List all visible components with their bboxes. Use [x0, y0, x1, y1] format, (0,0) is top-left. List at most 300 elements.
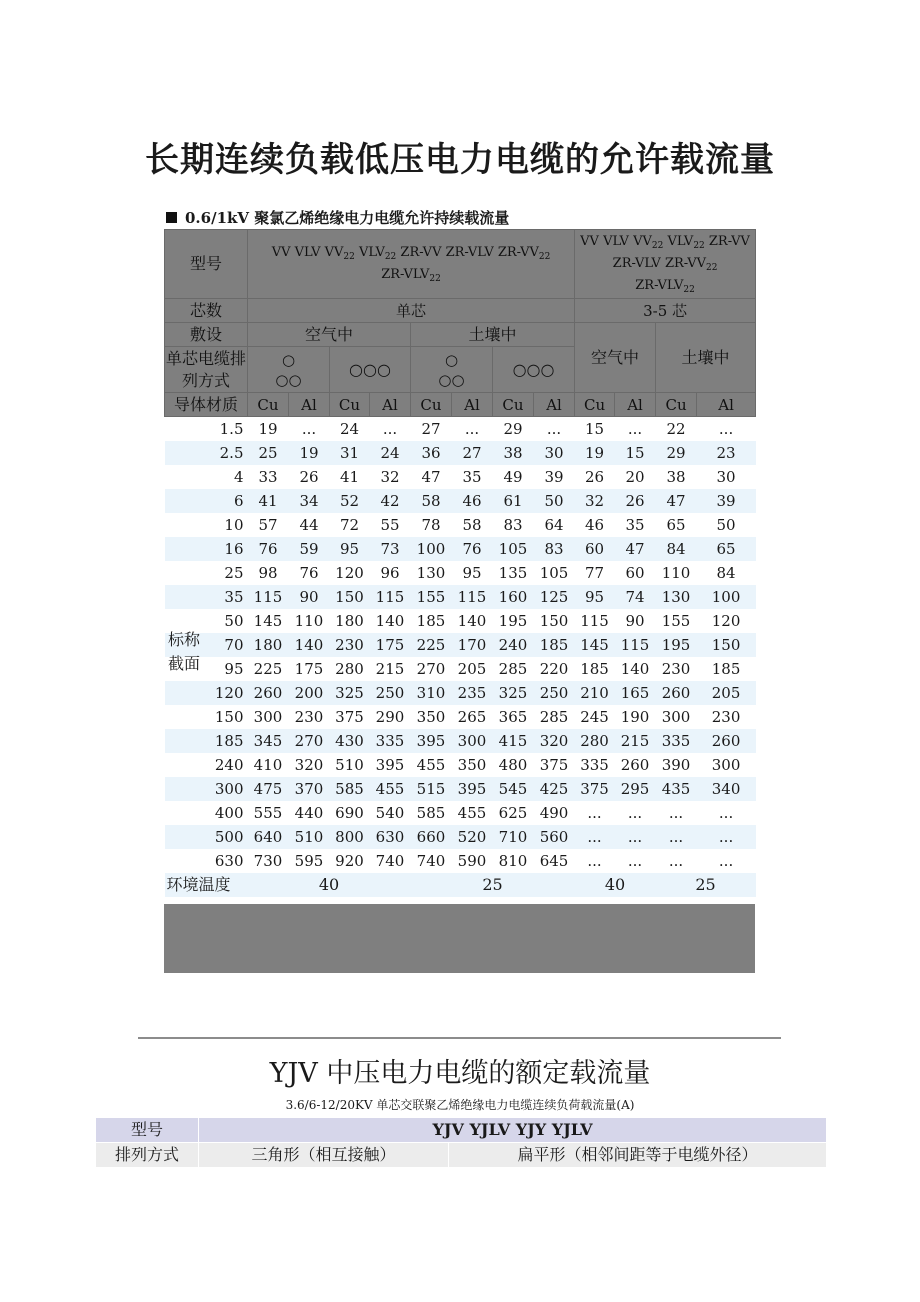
ampacity-cell: 110 [289, 609, 330, 633]
ampacity-cell: 49 [493, 465, 534, 489]
ampacity-cell: 47 [615, 537, 656, 561]
ampacity-cell: 145 [248, 609, 289, 633]
ampacity-cell: 95 [452, 561, 493, 585]
ampacity-cell: 560 [534, 825, 575, 849]
ampacity-cell: 175 [370, 633, 411, 657]
ampacity-cell: 27 [452, 441, 493, 465]
ampacity-cell: 46 [452, 489, 493, 513]
ampacity-cell: ... [697, 849, 756, 873]
cross-section-cell: 150 [165, 705, 248, 729]
ampacity-cell: 30 [697, 465, 756, 489]
cross-section-cell: 630 [165, 849, 248, 873]
ampacity-cell: 23 [697, 441, 756, 465]
ampacity-cell: 57 [248, 513, 289, 537]
cross-section-cell: 300 [165, 777, 248, 801]
ampacity-cell: 920 [330, 849, 370, 873]
ampacity-cell: 90 [289, 585, 330, 609]
ampacity-cell: 310 [411, 681, 452, 705]
ampacity-cell: 585 [411, 801, 452, 825]
ampacity-cell: ... [370, 417, 411, 442]
model-text: VV VLV VV [271, 245, 344, 260]
table-row [165, 753, 756, 777]
ampacity-cell: 270 [411, 657, 452, 681]
ampacity-cell: 83 [534, 537, 575, 561]
table-row [165, 441, 756, 465]
ampacity-cell: 625 [493, 801, 534, 825]
ampacity-cell: 270 [289, 729, 330, 753]
sub-text: 22 [683, 285, 695, 295]
cross-section-cell: 1.5 [165, 417, 248, 442]
multi-air: 空气中 [575, 323, 656, 393]
ampacity-cell: 690 [330, 801, 370, 825]
ampacity-cell: 295 [615, 777, 656, 801]
material-cell: Al [452, 393, 493, 417]
ampacity-cell: ... [452, 417, 493, 442]
ampacity-cell: ... [697, 825, 756, 849]
ampacity-cell: 76 [248, 537, 289, 561]
ampacity-cell: 44 [289, 513, 330, 537]
ampacity-cell: 430 [330, 729, 370, 753]
ampacity-cell: 140 [370, 609, 411, 633]
material-cell: Al [370, 393, 411, 417]
ampacity-cell: 60 [575, 537, 615, 561]
env-temp-value: 25 [411, 873, 575, 897]
ampacity-cell: 325 [493, 681, 534, 705]
env-temp-value: 25 [656, 873, 756, 897]
ampacity-cell: ... [289, 417, 330, 442]
ampacity-cell: 540 [370, 801, 411, 825]
ampacity-cell: 83 [493, 513, 534, 537]
model-text: ZR-VLV [635, 278, 684, 293]
ampacity-cell: 135 [493, 561, 534, 585]
ampacity-cell: 260 [615, 753, 656, 777]
ampacity-cell: 230 [697, 705, 756, 729]
ampacity-cell: 375 [330, 705, 370, 729]
ampacity-cell: 58 [411, 489, 452, 513]
ampacity-cell: 25 [248, 441, 289, 465]
ampacity-cell: 74 [615, 585, 656, 609]
cross-section-cell: 2.5 [165, 441, 248, 465]
cross-section-cell: 35 [165, 585, 248, 609]
cross-section-cell: 500 [165, 825, 248, 849]
ampacity-cell: 100 [411, 537, 452, 561]
ampacity-cell: 150 [534, 609, 575, 633]
table-row [165, 489, 756, 513]
table-row [165, 801, 756, 825]
ampacity-cell: ... [575, 825, 615, 849]
table1-heading-text: 0.6/1kV 聚氯乙烯绝缘电力电缆允许持续载流量 [185, 209, 510, 227]
material-header: 导体材质 [165, 393, 248, 417]
ampacity-cell: 100 [697, 585, 756, 609]
ampacity-cell: 175 [289, 657, 330, 681]
ampacity-cell: 41 [248, 489, 289, 513]
ampacity-cell: 365 [493, 705, 534, 729]
model-text: ZR-VV [704, 234, 750, 249]
ampacity-cell: 32 [575, 489, 615, 513]
ampacity-cell: 78 [411, 513, 452, 537]
ampacity-cell: 76 [289, 561, 330, 585]
ampacity-cell: 59 [289, 537, 330, 561]
env-temp-value: 40 [248, 873, 411, 897]
section-label: 标称截面 [168, 630, 201, 673]
table-row [165, 609, 756, 633]
ampacity-cell: 38 [656, 465, 697, 489]
ampacity-cell: 105 [534, 561, 575, 585]
ampacity-cell: 125 [534, 585, 575, 609]
ampacity-cell: 26 [615, 489, 656, 513]
page-title: 长期连续负载低压电力电缆的允许载流量 [145, 140, 775, 180]
model-header: 型号 [165, 230, 248, 299]
ampacity-cell: 110 [656, 561, 697, 585]
env-temp-value: 40 [575, 873, 656, 897]
material-cell: Al [289, 393, 330, 417]
ampacity-cell: 190 [615, 705, 656, 729]
sub-text: 22 [705, 263, 718, 273]
ampacity-cell: 95 [330, 537, 370, 561]
material-cell: Cu [411, 393, 452, 417]
ampacity-cell: 285 [534, 705, 575, 729]
ampacity-cell: 710 [493, 825, 534, 849]
sub-text: 22 [651, 241, 664, 251]
ampacity-cell: 205 [697, 681, 756, 705]
ampacity-cell: ... [615, 801, 656, 825]
ampacity-cell: 24 [370, 441, 411, 465]
ampacity-cell: 39 [697, 489, 756, 513]
ampacity-cell: 195 [656, 633, 697, 657]
ampacity-cell: 32 [370, 465, 411, 489]
ampacity-cell: 300 [697, 753, 756, 777]
ampacity-cell: 280 [330, 657, 370, 681]
section-divider [138, 1037, 781, 1039]
ampacity-cell: 84 [656, 537, 697, 561]
ampacity-cell: 26 [575, 465, 615, 489]
ampacity-cell: 335 [656, 729, 697, 753]
ampacity-cell: 30 [534, 441, 575, 465]
cores-single: 单芯 [248, 299, 575, 323]
env-temp-row [165, 873, 756, 897]
ampacity-cell: 225 [248, 657, 289, 681]
ampacity-cell: ... [656, 801, 697, 825]
ampacity-cell: 50 [534, 489, 575, 513]
ampacity-cell: 29 [656, 441, 697, 465]
cross-section-cell: 95 [165, 657, 248, 681]
ampacity-cell: 290 [370, 705, 411, 729]
sub-text: 22 [384, 252, 397, 262]
ampacity-cell: 350 [452, 753, 493, 777]
table-row [165, 657, 756, 681]
table-footer-block [164, 904, 755, 973]
triangle-bottom-text: ○○ [438, 370, 465, 389]
pvc-cable-ampacity-table [164, 229, 756, 897]
material-cell: Al [534, 393, 575, 417]
yjv-model-value: YJV YJLV YJY YJLV [199, 1118, 827, 1143]
model-text: VLV [354, 245, 385, 260]
yjv-arrangement-triangle: 三角形（相互接触） [199, 1143, 449, 1168]
sub-text: 22 [343, 252, 355, 262]
ampacity-cell: 220 [534, 657, 575, 681]
ampacity-cell: 115 [452, 585, 493, 609]
multi-soil: 土壤中 [656, 323, 756, 393]
ampacity-cell: ... [615, 849, 656, 873]
ampacity-cell: 33 [248, 465, 289, 489]
laying-header: 敷设 [165, 323, 248, 347]
triangle-top-text: ○ [281, 350, 296, 369]
ampacity-cell: 345 [248, 729, 289, 753]
material-cell: Cu [493, 393, 534, 417]
ampacity-cell: 15 [615, 441, 656, 465]
ampacity-cell: 24 [330, 417, 370, 442]
ampacity-cell: 160 [493, 585, 534, 609]
arrangement-triangle-soil [411, 347, 493, 393]
ampacity-cell: 65 [697, 537, 756, 561]
ampacity-cell: 150 [330, 585, 370, 609]
ampacity-cell: 370 [289, 777, 330, 801]
ampacity-cell: 98 [248, 561, 289, 585]
ampacity-cell: 350 [411, 705, 452, 729]
ampacity-cell: 630 [370, 825, 411, 849]
ampacity-cell: 520 [452, 825, 493, 849]
ampacity-cell: 335 [370, 729, 411, 753]
ampacity-cell: 120 [697, 609, 756, 633]
ampacity-cell: 260 [656, 681, 697, 705]
ampacity-cell: 240 [493, 633, 534, 657]
ampacity-cell: 300 [452, 729, 493, 753]
ampacity-cell: ... [615, 417, 656, 442]
cross-section-cell: 400 [165, 801, 248, 825]
table-row [165, 537, 756, 561]
cross-section-cell: 25 [165, 561, 248, 585]
ampacity-cell: 250 [534, 681, 575, 705]
section2-title: YJV 中压电力电缆的额定载流量 [269, 1058, 651, 1089]
ampacity-cell: 39 [534, 465, 575, 489]
ampacity-cell: 47 [656, 489, 697, 513]
ampacity-cell: 280 [575, 729, 615, 753]
yjv-model-label: 型号 [96, 1118, 199, 1143]
laying-air: 空气中 [248, 323, 411, 347]
ampacity-cell: 730 [248, 849, 289, 873]
material-cell: Cu [656, 393, 697, 417]
ampacity-cell: 425 [534, 777, 575, 801]
cross-section-cell: 4 [165, 465, 248, 489]
sub-text: 22 [693, 241, 705, 251]
ampacity-cell: 31 [330, 441, 370, 465]
ampacity-cell: 115 [248, 585, 289, 609]
ampacity-cell: 26 [289, 465, 330, 489]
ampacity-cell: 27 [411, 417, 452, 442]
ampacity-cell: 265 [452, 705, 493, 729]
material-cell: Al [615, 393, 656, 417]
ampacity-cell: 545 [493, 777, 534, 801]
ampacity-cell: 130 [411, 561, 452, 585]
ampacity-cell: 440 [289, 801, 330, 825]
ampacity-cell: 225 [411, 633, 452, 657]
ampacity-cell: 230 [330, 633, 370, 657]
ampacity-cell: 215 [370, 657, 411, 681]
ampacity-cell: 72 [330, 513, 370, 537]
ampacity-cell: 165 [615, 681, 656, 705]
ampacity-cell: 180 [248, 633, 289, 657]
ampacity-cell: 510 [330, 753, 370, 777]
laying-soil: 土壤中 [411, 323, 575, 347]
table-row [165, 633, 756, 657]
triangle-bottom-text: ○○ [275, 370, 302, 389]
yjv-arrangement-label: 排列方式 [96, 1143, 199, 1168]
cross-section-cell: 120 [165, 681, 248, 705]
ampacity-cell: 15 [575, 417, 615, 442]
arrangement-triangle-air [248, 347, 330, 393]
table-row [165, 681, 756, 705]
ampacity-cell: 390 [656, 753, 697, 777]
ampacity-cell: 205 [452, 657, 493, 681]
arrangement-flat-air: ○○○ [330, 347, 411, 393]
ampacity-cell: 660 [411, 825, 452, 849]
ampacity-cell: 475 [248, 777, 289, 801]
ampacity-cell: 510 [289, 825, 330, 849]
yjv-arrangement-flat: 扁平形（相邻间距等于电缆外径） [449, 1143, 827, 1168]
ampacity-cell: ... [575, 849, 615, 873]
ampacity-cell: 210 [575, 681, 615, 705]
ampacity-cell: 215 [615, 729, 656, 753]
ampacity-cell: 235 [452, 681, 493, 705]
ampacity-cell: 120 [330, 561, 370, 585]
ampacity-cell: ... [697, 801, 756, 825]
ampacity-cell: 300 [248, 705, 289, 729]
ampacity-cell: 55 [370, 513, 411, 537]
ampacity-cell: ... [656, 849, 697, 873]
ampacity-cell: 435 [656, 777, 697, 801]
sub-text: 22 [538, 252, 551, 262]
ampacity-cell: 640 [248, 825, 289, 849]
ampacity-cell: 260 [248, 681, 289, 705]
ampacity-cell: ... [697, 417, 756, 442]
ampacity-cell: 76 [452, 537, 493, 561]
ampacity-cell: 29 [493, 417, 534, 442]
ampacity-cell: 260 [697, 729, 756, 753]
table-row [165, 585, 756, 609]
ampacity-cell: 455 [452, 801, 493, 825]
ampacity-cell: 36 [411, 441, 452, 465]
cross-section-cell: 50 [165, 609, 248, 633]
table-row [165, 729, 756, 753]
table-row [165, 777, 756, 801]
cross-section-cell: 70 [165, 633, 248, 657]
table-row [165, 825, 756, 849]
ampacity-cell: 170 [452, 633, 493, 657]
ampacity-cell: 595 [289, 849, 330, 873]
ampacity-cell: 19 [289, 441, 330, 465]
ampacity-cell: ... [615, 825, 656, 849]
ampacity-cell: 145 [575, 633, 615, 657]
model-text: ZR-VLV [381, 267, 430, 282]
ampacity-cell: 60 [615, 561, 656, 585]
env-temp-label: 环境温度 [165, 873, 248, 897]
ampacity-cell: 740 [370, 849, 411, 873]
sub-text: 22 [429, 274, 441, 284]
model-text: ZR-VLV ZR-VV [612, 256, 706, 271]
table-row [165, 465, 756, 489]
yjv-ampacity-table [95, 1117, 827, 1168]
ampacity-cell: 410 [248, 753, 289, 777]
ampacity-cell: ... [575, 801, 615, 825]
ampacity-cell: 95 [575, 585, 615, 609]
ampacity-cell: 395 [411, 729, 452, 753]
ampacity-cell: 140 [615, 657, 656, 681]
table-row [165, 705, 756, 729]
ampacity-cell: 50 [697, 513, 756, 537]
ampacity-cell: 325 [330, 681, 370, 705]
ampacity-cell: 230 [289, 705, 330, 729]
material-cell: Cu [248, 393, 289, 417]
ampacity-cell: ... [534, 417, 575, 442]
ampacity-cell: 185 [534, 633, 575, 657]
ampacity-cell: 65 [656, 513, 697, 537]
ampacity-cell: 20 [615, 465, 656, 489]
table-row [165, 513, 756, 537]
ampacity-cell: 155 [411, 585, 452, 609]
ampacity-cell: 455 [411, 753, 452, 777]
ampacity-cell: 250 [370, 681, 411, 705]
table-row [165, 561, 756, 585]
ampacity-cell: 19 [248, 417, 289, 442]
ampacity-cell: 130 [656, 585, 697, 609]
ampacity-cell: 195 [493, 609, 534, 633]
material-cell: Al [697, 393, 756, 417]
ampacity-cell: 140 [452, 609, 493, 633]
square-bullet-icon [166, 212, 177, 223]
arrangement-flat-soil: ○○○ [493, 347, 575, 393]
ampacity-cell: 61 [493, 489, 534, 513]
ampacity-cell: 645 [534, 849, 575, 873]
cross-section-cell: 6 [165, 489, 248, 513]
ampacity-cell: 34 [289, 489, 330, 513]
table-row [165, 849, 756, 873]
ampacity-cell: 64 [534, 513, 575, 537]
ampacity-cell: 285 [493, 657, 534, 681]
ampacity-cell: 320 [534, 729, 575, 753]
ampacity-cell: 22 [656, 417, 697, 442]
cores-multi: 3-5 芯 [575, 299, 756, 323]
ampacity-cell: 800 [330, 825, 370, 849]
ampacity-cell: 185 [411, 609, 452, 633]
ampacity-cell: 490 [534, 801, 575, 825]
ampacity-cell: 395 [452, 777, 493, 801]
material-cell: Cu [330, 393, 370, 417]
model-text: VLV [663, 234, 694, 249]
ampacity-cell: 58 [452, 513, 493, 537]
ampacity-cell: 140 [289, 633, 330, 657]
cross-section-cell: 16 [165, 537, 248, 561]
ampacity-cell: 515 [411, 777, 452, 801]
ampacity-cell: 35 [615, 513, 656, 537]
ampacity-cell: 19 [575, 441, 615, 465]
ampacity-cell: 585 [330, 777, 370, 801]
ampacity-cell: 42 [370, 489, 411, 513]
ampacity-cell: 395 [370, 753, 411, 777]
ampacity-cell: 335 [575, 753, 615, 777]
ampacity-cell: 810 [493, 849, 534, 873]
table1-heading [166, 207, 509, 228]
ampacity-cell: 590 [452, 849, 493, 873]
ampacity-cell: 415 [493, 729, 534, 753]
ampacity-cell: 230 [656, 657, 697, 681]
ampacity-cell: 320 [289, 753, 330, 777]
ampacity-cell: 185 [575, 657, 615, 681]
ampacity-cell: 47 [411, 465, 452, 489]
ampacity-cell: 115 [615, 633, 656, 657]
ampacity-cell: 180 [330, 609, 370, 633]
ampacity-cell: 96 [370, 561, 411, 585]
ampacity-cell: 455 [370, 777, 411, 801]
